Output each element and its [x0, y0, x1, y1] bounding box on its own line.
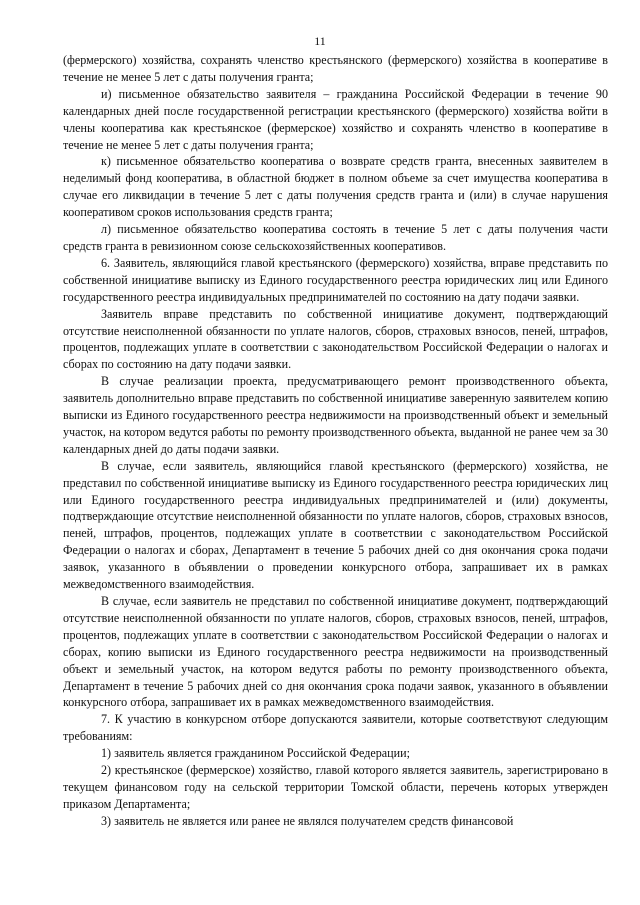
paragraph-interagency-request-head: В случае, если заявитель, являющийся главой крестьянского (фермерского) хозяйства, не представил по собственной инициативе выписку из Единого государственного реестра юридических лиц или Единого государственного реестра индивидуальных предпринимателей и (или) документы, подтверждающие отсутствие неисполненной обязанности по уплате налогов, сборов, страховых взносов, пеней, штрафов, процентов, подлежащих уплате в соответствии с законодательством Российской Федерации о налогах и сборах, Департамент в течение 5 рабочих дней со дня окончания срока подачи заявок, указанного в объявлении о проведении конкурсного отбора, запрашивает их в рамках межведомственного взаимодействия. [63, 458, 608, 592]
paragraph-item-l: л) письменное обязательство кооператива состоять в течение 5 лет с даты получения части средств гранта в ревизионном союзе сельскохозяйственных кооперативов. [63, 222, 608, 253]
paragraph-clause-7: 7. К участию в конкурсном отборе допускаются заявители, которые соответствуют следующим требованиям: [63, 712, 608, 744]
paragraph-requirement-1: 1) заявитель является гражданином Российской Федерации; [101, 746, 410, 761]
paragraph-interagency-request-applicant: В случае, если заявитель не представил по собственной инициативе документ, подтверждающий отсутствие неисполненной обязанности по уплате налогов, сборов, страховых взносов, пеней, штрафов, процентов, подлежащих уплате в соответствии с законодательством Российской Федерации о налогах и сборах, копию выписки из Единого государственного реестра недвижимости на производственный объект и земельный участок, на котором ведутся работы по ремонту производственного объекта, Департамент в течение 5 рабочих дней со дня окончания срока подачи заявок, указанного в объявлении конкурсного отбора, запрашивает их в рамках межведомственного взаимодействия. [63, 594, 608, 710]
paragraph-item-k: к) письменное обязательство кооператива о возврате средств гранта, внесенных заявителем в неделимый фонд кооператива, в областной бюджет в полном объеме за счет имущества кооператива в случае его ликвидации в течение 5 лет с даты получения средств гранта и (или) в случае нарушения кооперативом сроков использования средств гранта; [63, 154, 608, 220]
paragraph-requirement-3: 3) заявитель не является или ранее не являлся получателем средств финансовой [101, 813, 514, 828]
document-body [63, 52, 608, 830]
paragraph-requirement-2: 2) крестьянское (фермерское) хозяйство, главой которого является заявитель, зарегистрировано в текущем финансовом году на сельской территории Томской области, перечень которых утвержден приказом Департамента; [63, 763, 608, 811]
paragraph-repair-project: В случае реализации проекта, предусматривающего ремонт производственного объекта, заявитель дополнительно вправе представить по собственной инициативе заверенную заявителем копию выписки из Единого государственного реестра недвижимости на производственный объект и земельный участок, на котором ведутся работы по ремонту производственного объекта, выданной не ранее чем за 30 календарных дней до даты подачи заявки. [63, 374, 608, 456]
paragraph-tax-certificate: Заявитель вправе представить по собственной инициативе документ, подтверждающий отсутствие неисполненной обязанности по уплате налогов, сборов, страховых взносов, пеней, штрафов, процентов, подлежащих уплате в соответствии с законодательством Российской Федерации о налогах и сборах по состоянию на дату подачи заявки. [63, 306, 608, 372]
page-number: 11 [314, 34, 326, 48]
paragraph-clause-6: 6. Заявитель, являющийся главой крестьянского (фермерского) хозяйства, вправе представить по собственной инициативе выписку из Единого государственного реестра юридических лиц или Единого государственного реестра индивидуальных предпринимателей по состоянию на дату подачи заявки. [63, 255, 608, 304]
paragraph-item-i: и) письменное обязательство заявителя – гражданина Российской Федерации в течение 90 календарных дней после государственной регистрации крестьянского (фермерского) хозяйства войти в члены кооператива как крестьянское (фермерское) хозяйство и сохранять членство в кооперативе в течение не менее 5 лет с даты получения гранта; [63, 86, 608, 152]
paragraph-continuation: (фермерского) хозяйства, сохранять членство крестьянского (фермерского) хозяйства в кооперативе в течение не менее 5 лет с даты получения гранта; [63, 53, 608, 84]
